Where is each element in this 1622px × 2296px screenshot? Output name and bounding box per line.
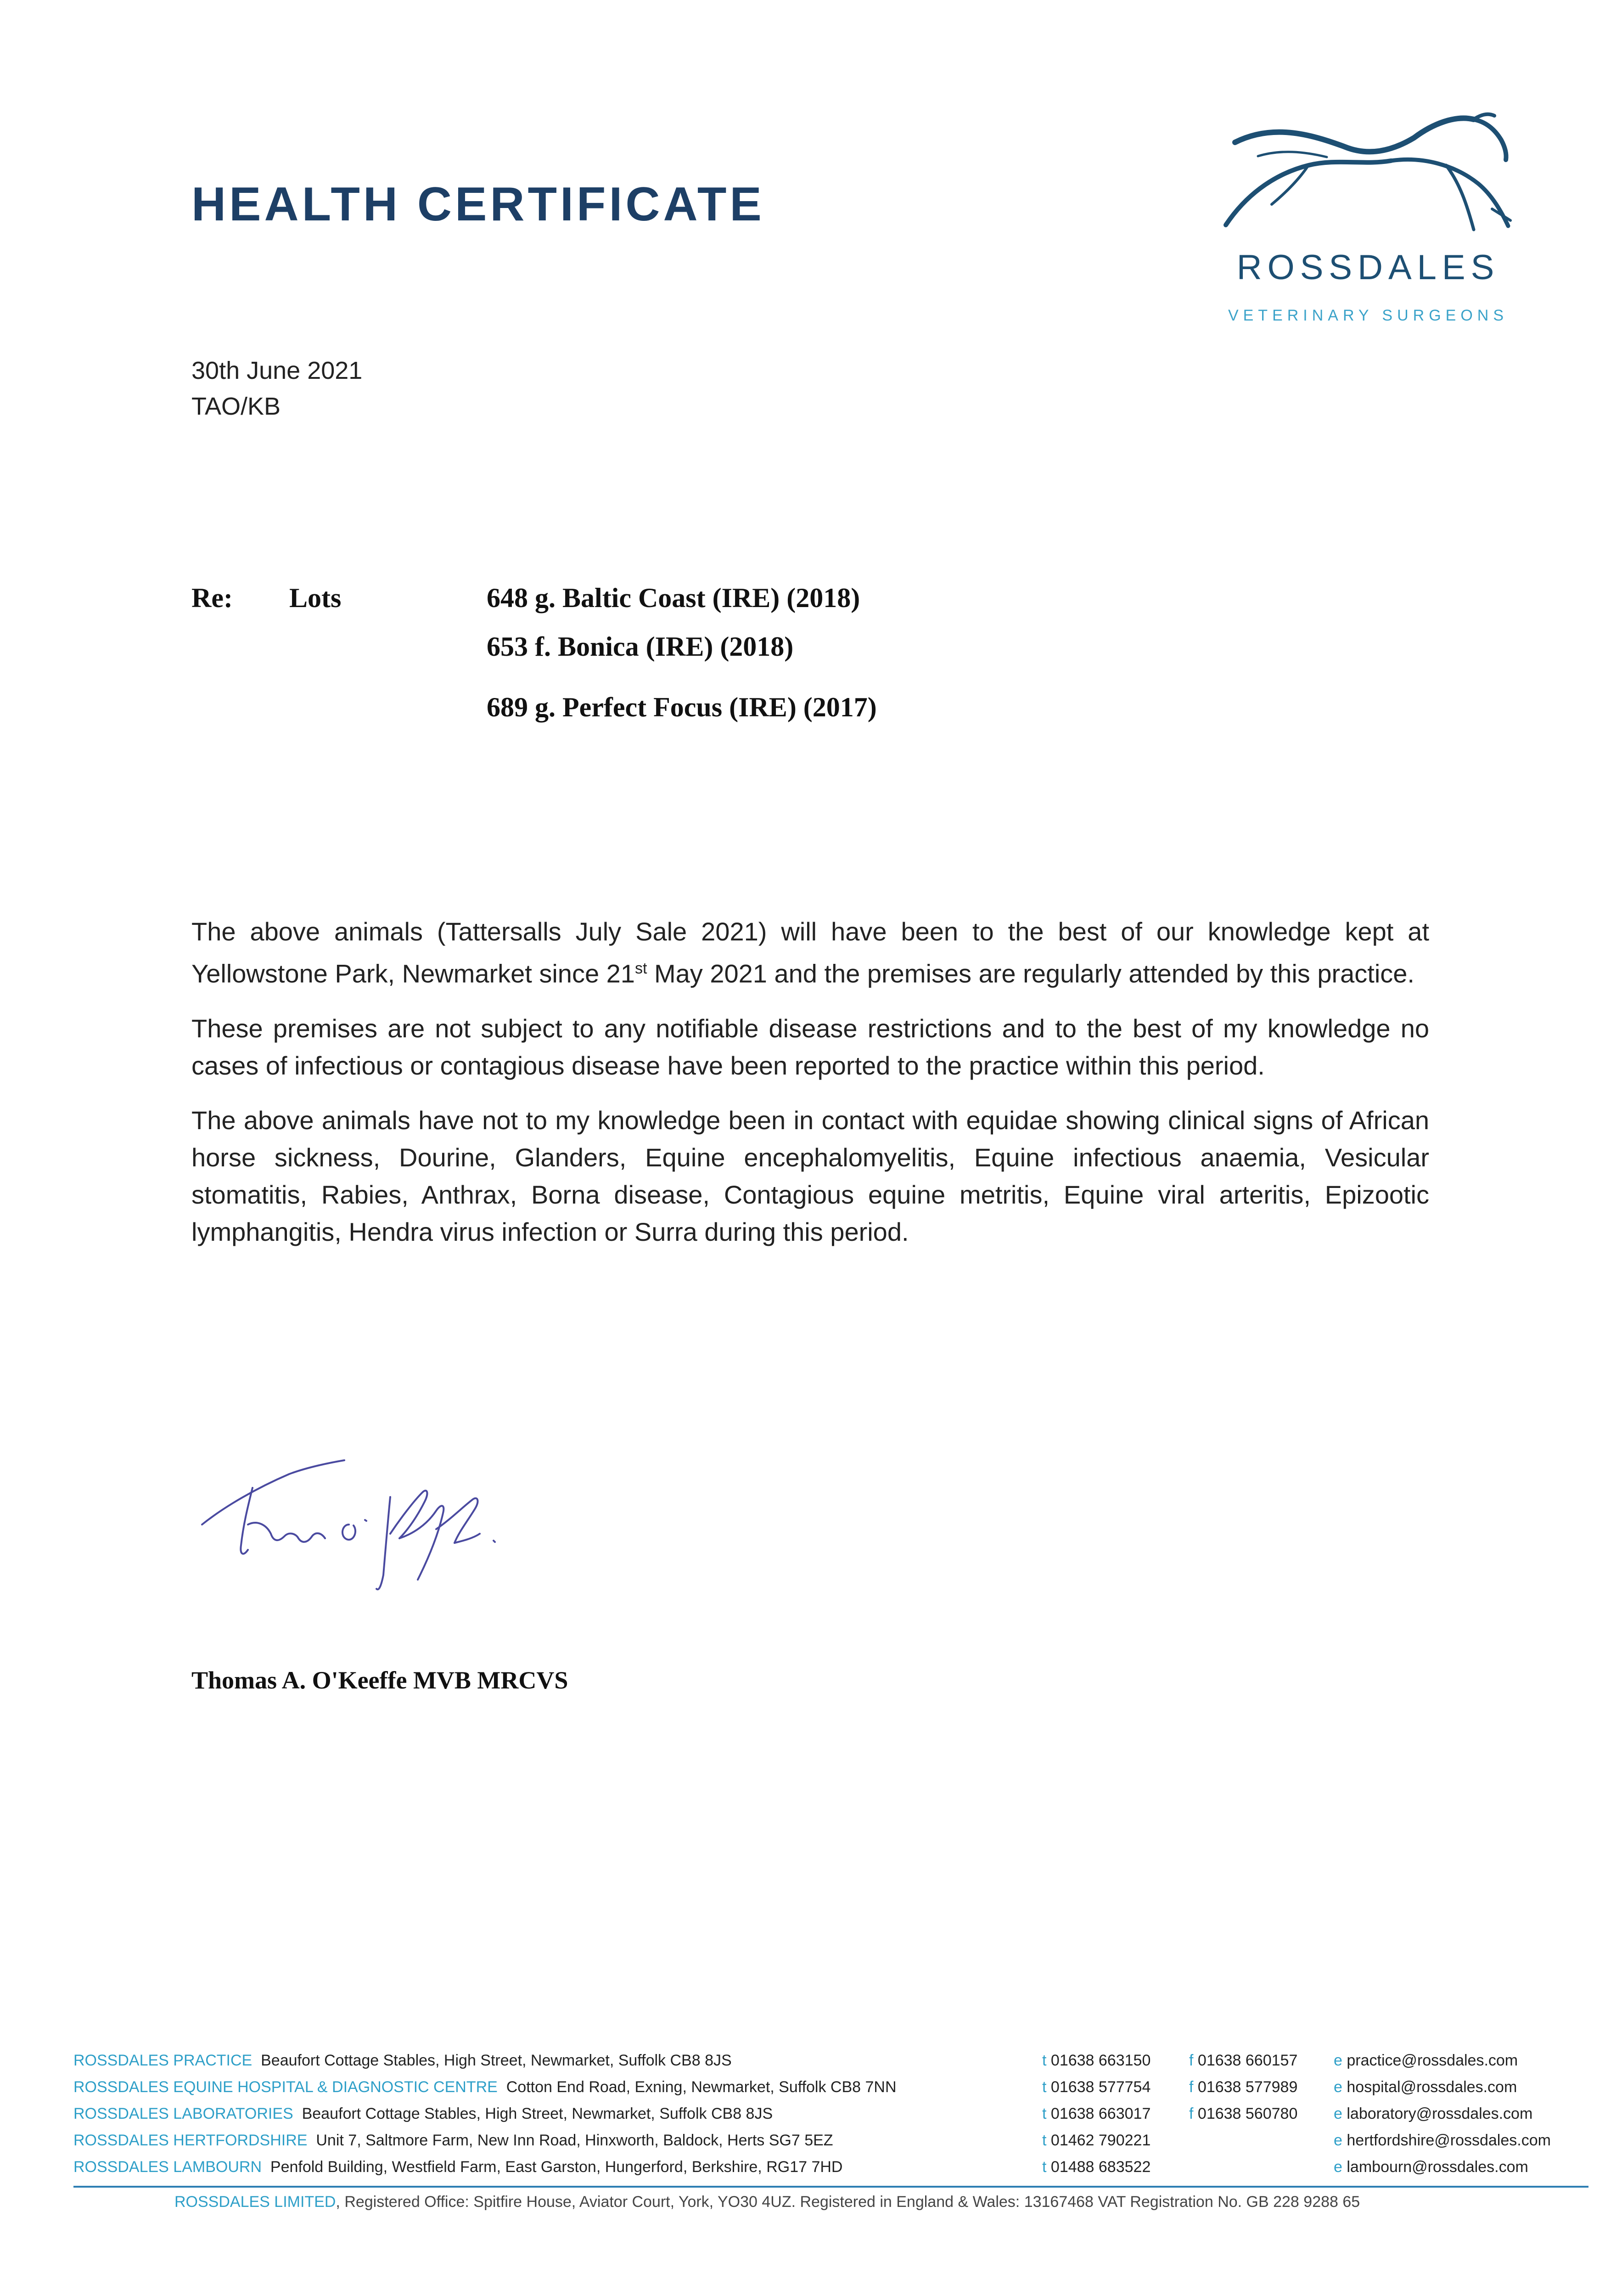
brand-name: ROSSDALES — [1236, 248, 1500, 287]
lot-item: 648 g. Baltic Coast (IRE) (2018) — [487, 583, 860, 613]
footer-branch-name: ROSSDALES LAMBOURN — [73, 2158, 262, 2176]
letter-meta — [191, 353, 362, 424]
page-title: HEALTH CERTIFICATE — [191, 178, 765, 231]
lot-item: 653 f. Bonica (IRE) (2018) — [487, 631, 794, 662]
handwritten-signature — [197, 1456, 519, 1593]
footer-branch-address: Unit 7, Saltmore Farm, New Inn Road, Hinxworth, Baldock, Herts SG7 5EZ — [316, 2132, 833, 2149]
certificate-body — [191, 913, 1429, 1268]
footer-branch-address: Beaufort Cottage Stables, High Street, Newmarket, Suffolk CB8 8JS — [261, 2052, 732, 2069]
footer-tel: t 01638 577754 — [1042, 2078, 1151, 2096]
footer-fax: f 01638 660157 — [1189, 2052, 1298, 2069]
registered-office — [174, 2193, 1360, 2211]
footer-tel: t 01638 663017 — [1042, 2105, 1151, 2122]
footer-email[interactable]: e hertfordshire@rossdales.com — [1334, 2132, 1551, 2149]
footer-row — [73, 2078, 1588, 2105]
brand-tagline: VETERINARY SURGEONS — [1228, 307, 1509, 324]
footer-branch-name: ROSSDALES EQUINE HOSPITAL & DIAGNOSTIC CENTRE — [73, 2078, 498, 2096]
ordinal-suffix: st — [634, 960, 647, 977]
footer-email[interactable]: e laboratory@rossdales.com — [1334, 2105, 1533, 2122]
footer-row — [73, 2105, 1588, 2132]
letter-reference: TAO/KB — [191, 393, 281, 420]
footer-branch-name: ROSSDALES PRACTICE — [73, 2052, 253, 2069]
footer-tel: t 01462 790221 — [1042, 2132, 1151, 2149]
re-label: Re: — [191, 583, 233, 613]
registered-details: , Registered Office: Spitfire House, Aviator Court, York, YO30 4UZ. Registered in England & Wales: 13167468 VAT Registration No. GB 228 9288 65 — [336, 2193, 1360, 2211]
footer-tel: t 01488 683522 — [1042, 2158, 1151, 2176]
footer-email[interactable]: e lambourn@rossdales.com — [1334, 2158, 1528, 2176]
footer-branch-address: Penfold Building, Westfield Farm, East Garston, Hungerford, Berkshire, RG17 7HD — [270, 2158, 843, 2176]
footer-branch-address: Cotton End Road, Exning, Newmarket, Suffolk CB8 7NN — [506, 2078, 897, 2096]
company-logo — [1217, 106, 1520, 344]
signatory-name: Thomas A. O'Keeffe MVB MRCVS — [191, 1666, 568, 1694]
footer-branch-address: Beaufort Cottage Stables, High Street, Newmarket, Suffolk CB8 8JS — [302, 2105, 773, 2122]
body-paragraph — [191, 913, 1429, 992]
lots-label: Lots — [289, 583, 342, 613]
footer-email[interactable]: e practice@rossdales.com — [1334, 2052, 1518, 2069]
footer-branch-name: ROSSDALES HERTFORDSHIRE — [73, 2132, 308, 2149]
horse-logo-icon — [1217, 106, 1520, 253]
footer-row — [73, 2052, 1588, 2078]
paragraph-1-part-a: The above animals (Tattersalls July Sale 2021) will have been to the best of our knowledge kept at Yellowstone Park, Newmarket since 21 — [191, 917, 1429, 988]
paragraph-1-part-b: May 2021 and the premises are regularly attended by this practice. — [647, 959, 1414, 988]
footer-divider — [73, 2186, 1588, 2188]
body-paragraph: These premises are not subject to any notifiable disease restrictions and to the best of my knowledge no cases of infectious or contagious disease have been reported to the practice within this period. — [191, 1013, 1429, 1080]
lot-item: 689 g. Perfect Focus (IRE) (2017) — [487, 692, 877, 722]
footer-row — [73, 2132, 1588, 2158]
footer-fax: f 01638 577989 — [1189, 2078, 1298, 2096]
footer-branch-name: ROSSDALES LABORATORIES — [73, 2105, 293, 2122]
letter-date: 30th June 2021 — [191, 357, 363, 384]
footer-fax: f 01638 560780 — [1189, 2105, 1298, 2122]
footer-email[interactable]: e hospital@rossdales.com — [1334, 2078, 1517, 2096]
body-paragraph: The above animals have not to my knowledge been in contact with equidae showing clinical signs of African horse sickness, Dourine, Glanders, Equine encephalomyelitis, Equine infectious anaemia, Vesicular stomatitis, Rabies, Anthrax, Borna disease, Contagious equine metritis, Equine viral arteritis, Epizootic lymphangitis, Hendra virus infection or Surra during this period. — [191, 1105, 1429, 1246]
company-name: ROSSDALES LIMITED — [174, 2193, 336, 2211]
footer-tel: t 01638 663150 — [1042, 2052, 1151, 2069]
footer-row — [73, 2158, 1588, 2185]
